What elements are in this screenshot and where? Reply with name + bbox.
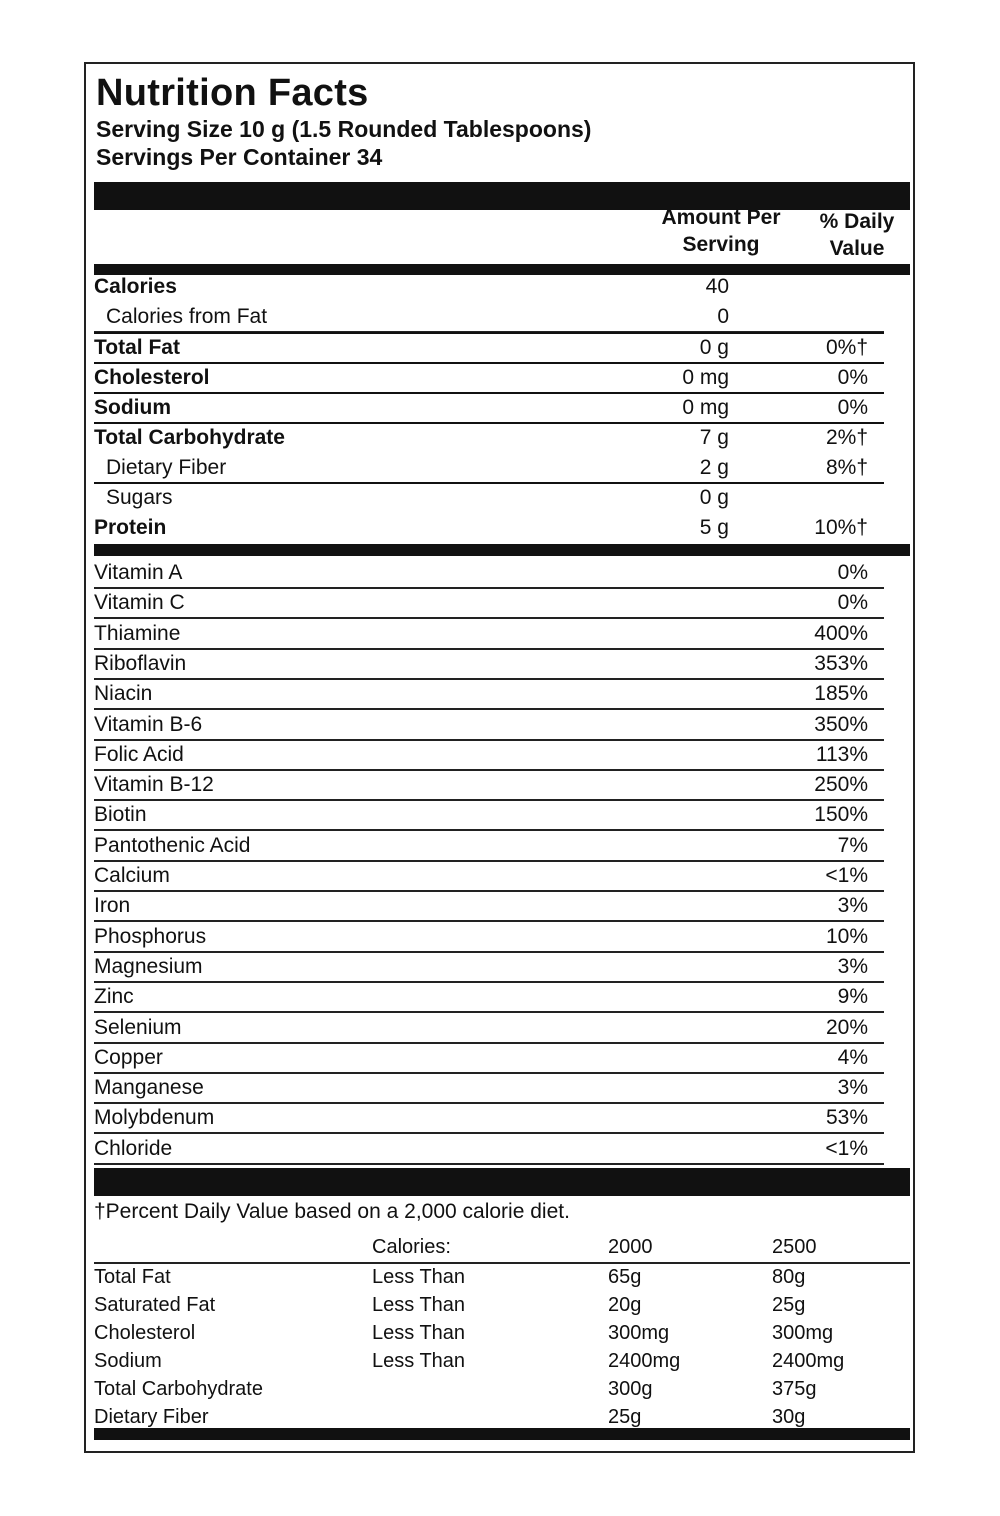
nutrient-row (94, 271, 884, 301)
nutrient-daily-value: 8%† (825, 456, 868, 479)
footnote-value-2500: 375g (772, 1378, 817, 1400)
vitamin-daily-value: 185% (814, 682, 868, 706)
nutrient-row (94, 362, 884, 394)
vitamin-name: Folic Acid (94, 742, 184, 766)
calories-2500: 2500 (772, 1236, 817, 1258)
footnote-nutrient: Total Fat (94, 1266, 171, 1288)
vitamin-name: Thiamine (94, 621, 181, 645)
nutrient-amount: 5 g (699, 516, 729, 539)
nutrient-row (94, 482, 884, 512)
vitamin-name: Vitamin A (94, 561, 183, 584)
vitamin-name: Calcium (94, 864, 170, 887)
vitamin-row (94, 799, 884, 831)
nutrient-amount: 0 mg (682, 396, 729, 419)
footnote-nutrient: Sodium (94, 1350, 162, 1372)
vitamin-name: Riboflavin (94, 651, 187, 675)
vitamin-row (94, 1012, 884, 1044)
vitamin-row (94, 1072, 884, 1104)
nutrient-row (94, 452, 884, 482)
amount-per-serving-header (646, 204, 796, 258)
nutrient-name: Cholesterol (94, 366, 210, 389)
footnote-row (94, 1320, 910, 1348)
footnote-qualifier: Less Than (372, 1322, 466, 1344)
vitamin-daily-value: <1% (825, 864, 868, 887)
vitamin-daily-value: 113% (815, 742, 868, 766)
vitamin-row (94, 981, 884, 1013)
amount-header-line2: Serving (682, 233, 760, 256)
vitamin-row (94, 860, 884, 892)
footnote-row (94, 1264, 910, 1292)
vitamin-daily-value: 150% (814, 803, 868, 827)
row-divider (94, 362, 884, 364)
nutrient-name: Sodium (94, 396, 171, 419)
vitamin-row (94, 890, 884, 922)
servings-per-container: Servings Per Container 34 (96, 144, 383, 170)
vitamin-row (94, 587, 884, 619)
nutrient-amount: 0 g (699, 336, 729, 359)
vitamin-name: Iron (94, 894, 131, 918)
vitamin-row (94, 769, 884, 801)
nutrient-name: Protein (94, 516, 167, 539)
footnote-text: †Percent Daily Value based on a 2,000 calorie diet. (94, 1200, 570, 1223)
calories-2000: 2000 (608, 1236, 653, 1258)
vitamin-name: Magnesium (94, 954, 203, 978)
footnote-nutrient: Saturated Fat (94, 1294, 216, 1316)
footnote-value-2500: 80g (772, 1266, 806, 1288)
nutrient-daily-value: 0% (837, 396, 868, 419)
thick-divider (94, 1168, 910, 1196)
nutrient-name: Total Carbohydrate (94, 426, 285, 449)
nutrient-name: Calories (94, 275, 177, 298)
footnote-value-2000: 300g (608, 1378, 653, 1400)
footnote-value-2000: 2400mg (608, 1350, 681, 1372)
nutrition-label (84, 62, 915, 1453)
daily-header-line2: Value (829, 237, 885, 260)
vitamin-row (94, 618, 884, 650)
vitamin-daily-value: 3% (837, 954, 868, 978)
vitamin-name: Vitamin B-6 (94, 712, 203, 736)
vitamin-row (94, 951, 884, 983)
vitamin-daily-value: <1% (825, 1136, 868, 1160)
vitamin-daily-value: 353% (814, 651, 868, 675)
medium-divider (94, 544, 910, 556)
row-divider (94, 482, 884, 484)
row-divider (94, 332, 884, 334)
vitamin-name: Copper (94, 1045, 163, 1069)
serving-size: Serving Size 10 g (1.5 Rounded Tablespoons) (96, 116, 592, 142)
vitamin-daily-value: 350% (814, 712, 868, 736)
footnote-nutrient: Dietary Fiber (94, 1406, 209, 1428)
calories-label: Calories: (372, 1236, 451, 1258)
vitamin-daily-value: 400% (814, 621, 868, 645)
footnote-value-2000: 300mg (608, 1322, 670, 1344)
daily-value-header (802, 208, 912, 262)
vitamin-row (94, 1133, 884, 1165)
footnote-row (94, 1292, 910, 1320)
vitamin-name: Molybdenum (94, 1106, 215, 1130)
nutrient-name: Total Fat (94, 336, 180, 359)
vitamin-name: Chloride (94, 1136, 173, 1160)
vitamin-name: Phosphorus (94, 924, 207, 948)
vitamin-row (94, 678, 884, 710)
row-divider (94, 392, 884, 394)
vitamin-name: Manganese (94, 1076, 204, 1100)
vitamin-daily-value: 250% (814, 773, 868, 797)
nutrient-name: Calories from Fat (106, 305, 268, 328)
nutrient-amount: 0 (717, 305, 729, 328)
vitamin-row (94, 921, 884, 953)
nutrient-row (94, 422, 884, 452)
vitamin-daily-value: 0% (837, 561, 868, 584)
nutrient-amount: 40 (705, 275, 729, 298)
vitamin-daily-value: 10% (825, 924, 868, 948)
vitamin-daily-value: 20% (825, 1015, 868, 1039)
vitamin-daily-value: 9% (837, 985, 868, 1009)
vitamin-daily-value: 3% (837, 894, 868, 918)
daily-header-line1: % Daily (819, 210, 895, 233)
vitamin-daily-value: 0% (837, 591, 868, 615)
footnote-nutrient: Cholesterol (94, 1322, 196, 1344)
label-title: Nutrition Facts (96, 72, 369, 114)
vitamin-name: Niacin (94, 682, 153, 706)
vitamin-row (94, 1042, 884, 1074)
vitamin-name: Vitamin C (94, 591, 185, 615)
vitamin-name: Zinc (94, 985, 134, 1009)
footnote-value-2500: 2400mg (772, 1350, 845, 1372)
vitamin-name: Biotin (94, 803, 147, 827)
nutrient-amount: 7 g (699, 426, 729, 449)
vitamin-name: Selenium (94, 1015, 182, 1039)
vitamin-row (94, 830, 884, 862)
footnote-value-2000: 20g (608, 1294, 642, 1316)
vitamin-daily-value: 7% (837, 833, 868, 857)
nutrient-row (94, 512, 884, 542)
vitamin-row (94, 648, 884, 680)
vitamin-row (94, 739, 884, 771)
nutrient-row (94, 332, 884, 364)
row-divider (94, 422, 884, 424)
bottom-divider (94, 1428, 910, 1440)
nutrient-daily-value: 0%† (825, 336, 868, 359)
footnote-qualifier: Less Than (372, 1266, 466, 1288)
vitamin-row (94, 1102, 884, 1134)
footnote-value-2000: 25g (608, 1406, 642, 1428)
amount-header-line1: Amount Per (661, 206, 781, 229)
nutrient-daily-value: 2%† (825, 426, 868, 449)
nutrient-amount: 0 g (699, 486, 729, 509)
vitamin-daily-value: 4% (837, 1045, 868, 1069)
vitamin-daily-value: 53% (825, 1106, 868, 1130)
nutrient-name: Dietary Fiber (106, 456, 227, 479)
nutrient-amount: 0 mg (682, 366, 729, 389)
vitamin-daily-value: 3% (837, 1076, 868, 1100)
footnote-row (94, 1348, 910, 1376)
nutrient-daily-value: 10%† (814, 516, 868, 539)
nutrient-name: Sugars (106, 486, 173, 509)
vitamin-row (94, 557, 884, 589)
footnote-row (94, 1376, 910, 1404)
vitamin-name: Pantothenic Acid (94, 833, 251, 857)
vitamin-row (94, 709, 884, 741)
nutrient-row (94, 301, 884, 333)
footnote-value-2500: 25g (772, 1294, 806, 1316)
nutrient-daily-value: 0% (837, 366, 868, 389)
footnote-header-row (94, 1234, 910, 1264)
nutrient-amount: 2 g (699, 456, 729, 479)
footnote-qualifier: Less Than (372, 1294, 466, 1316)
footnote-value-2000: 65g (608, 1266, 642, 1288)
footnote-value-2500: 300mg (772, 1322, 834, 1344)
footnote-value-2500: 30g (772, 1406, 806, 1428)
footnote-qualifier: Less Than (372, 1350, 466, 1372)
nutrient-row (94, 392, 884, 424)
vitamin-name: Vitamin B-12 (94, 773, 214, 797)
footnote-nutrient: Total Carbohydrate (94, 1378, 263, 1400)
